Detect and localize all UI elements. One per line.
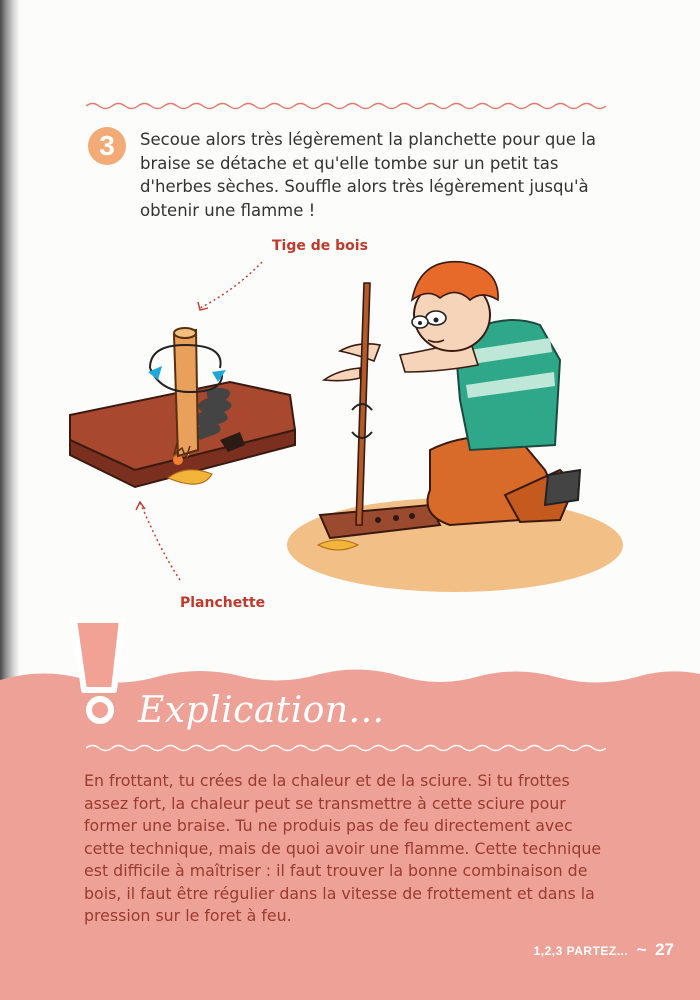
top-wavy-divider (86, 100, 606, 112)
step-number-badge: 3 (88, 127, 126, 165)
label-tige-de-bois: Tige de bois (272, 238, 368, 254)
explanation-title: Explication... (138, 690, 385, 731)
label-planchette: Planchette (180, 595, 266, 611)
running-title: 1,2,3 PARTEZ... (533, 944, 629, 958)
explanation-body-text: En frottant, tu crées de la chaleur et de la sciure. Si tu frottes assez fort, la chaleur peut se transmettre à cette sciure pour former une braise. Tu ne produis pas de feu directement avec cette technique, mais de quoi avoir une flamme. Cette technique est difficile à maîtriser : il faut trouver la bonne combinaison de bois, il faut être régulier dans la vitesse de frottement et dans la pression sur le foret à feu. (84, 771, 602, 925)
footer-separator: ~ (636, 940, 647, 959)
explanation-wavy-divider (86, 742, 606, 754)
fire-drill-illustration (60, 255, 640, 595)
exclamation-icon (70, 616, 130, 726)
step-instruction-text: Secoue alors très légèrement la planchette pour que la braise se détache et qu'elle tombe sur un petit tas d'herbes sèches. Souffle alors très légèrement jusqu'à obtenir une flamme ! (140, 130, 596, 220)
page-number: 27 (655, 940, 674, 959)
page-footer (534, 940, 674, 960)
